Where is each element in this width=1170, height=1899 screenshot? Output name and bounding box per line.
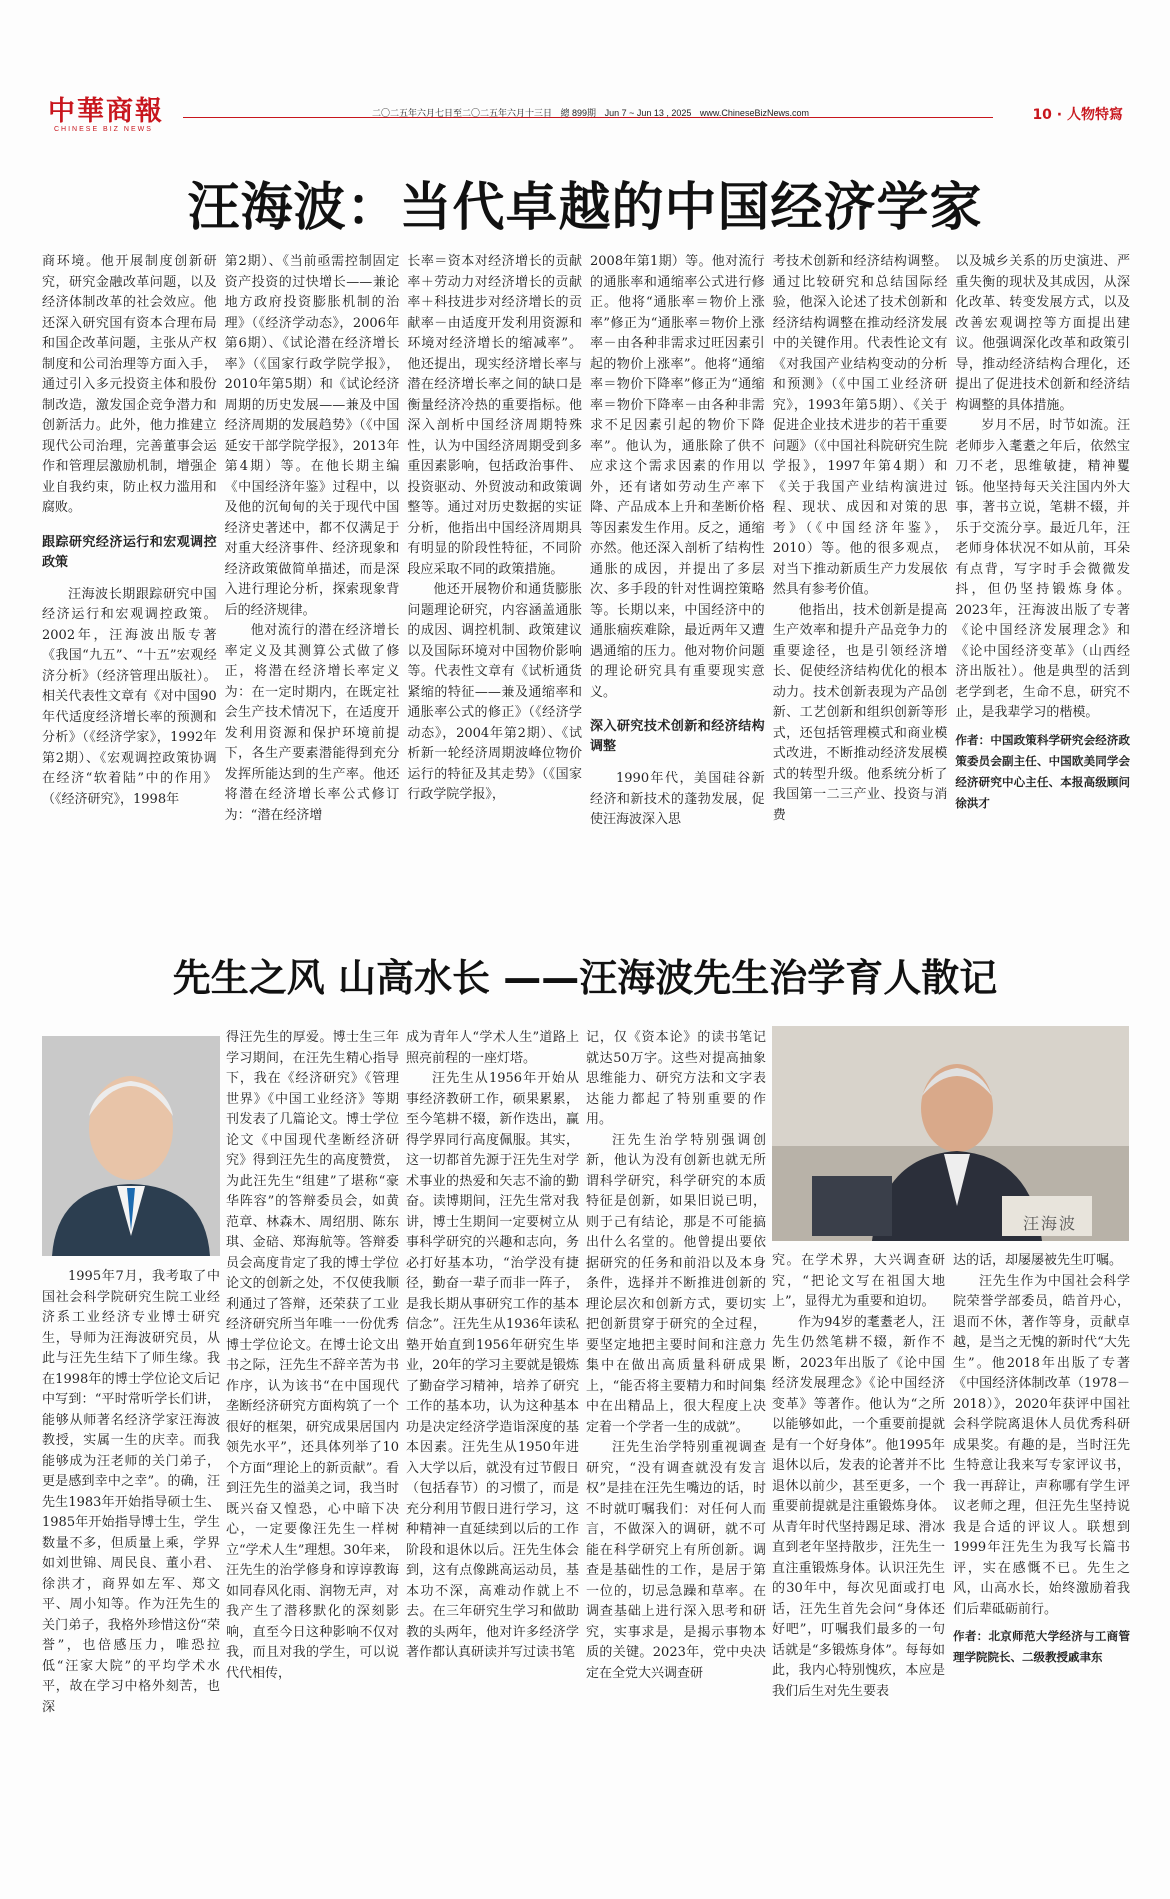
paragraph: 第2期）、《当前亟需控制固定资产投资的过快增长——兼论地方政府投资膨胀机制的治理》（《经济学动态》，2006年第6期）、《试论潜在经济增长率》（《国家行政学院学报》，2010年第5期）和《试论经济周期的历史发展——兼及中国经济周期的发展趋势》（《中国延安干部学院学报》，2013年第4期）等。在他长期主编《中国经济年鉴》过程中，以及他的沉甸甸的关于现代中国经济史著述中，都不仅满足于对重大经济事件、经济现象和经济政策做简单描述，而是深入进行理论分析，探索现象背后的经济规律。: [224, 254, 400, 618]
article1-column: [225, 252, 400, 922]
paragraph: 1995年7月，我考取了中国社会科学院研究生院工业经济系工业经济专业博士研究生，导师为汪海波研究员，从此与汪先生结下了师生缘。我在1998年的博士学位论文后记中写到：“平时常听学长们讲，能够从师著名经济学家汪海波教授，实属一生的庆幸。而我能够成为汪老师的关门弟子，更是感到幸中之幸”。的确，汪先生1983年开始指导硕士生、1985年开始指导博士生，学生数量不多，但质量上乘，学界如刘世锦、周民良、董小君、徐洪才，商界如左军、郑文平、周小知等。作为汪先生的关门弟子，我格外珍惜这份“荣誉”，也倍感压力，唯恐拉低“汪家大院”的平均学术水平，故在学习中格外刻苦，也深: [42, 1269, 220, 1715]
paragraph: 考技术创新和经济结构调整。通过比较研究和总结国际经验，他深入论述了技术创新和经济结构调整在推动经济发展中的关键作用。代表性论文有《对我国产业结构变动的分析和预测》（《中国工业经济研究》，1993年第5期）、《关于促进企业技术进步的若干重要问题》（《中国社科院研究生院学报》，1997年第4期）和《关于我国产业结构演进过程、现状、成因和对策的思考》（《中国经济年鉴》，2010）等。他的很多观点，对当下推动新质生产力发展依然具有参考价值。: [772, 254, 948, 597]
portrait-illustration: [42, 1036, 220, 1256]
section-heading: 深入研究技术创新和经济结构调整: [590, 719, 765, 754]
masthead: [48, 98, 1123, 138]
paragraph: 以及城乡关系的历史演进、严重失衡的现状及其成因，从深化改革、转变发展方式，以及改善宏观调控等方面提出建议。他强调深化改革和政策引导，推动经济结构合理化，还提出了促进技术创新和经济结构调整的具体措施。: [955, 254, 1131, 413]
article2-column: [772, 1251, 945, 1788]
article1-body: [42, 252, 1130, 922]
paragraph: 汪先生治学特别强调创新，他认为没有创新也就无所谓科学研究，科学研究的本质特征是创新，如果旧说已明，则于己有结论，那是不可能搞出什么名堂的。他曾提出要依据研究的任务和前沿以及本身条件，选择并不断推进创新的理论层次和创新方式，要切实把创新贯穿于研究的全过程，要坚定地把主要时间和注意力集中在做出高质量科研成果上，“能否将主要精力和时间集中在出精品上，很大程度上决定着一个学者一生的成就”。: [586, 1132, 766, 1435]
logo-english: CHINESE BIZ NEWS: [54, 126, 153, 133]
article2-column: [586, 1028, 766, 1788]
issue-info: [372, 106, 815, 119]
paragraph: 汪先生从1956年开始从事经济教研工作，硕果累累，至今笔耕不辍，新作迭出，赢得学界同行高度佩服。其实，这一切都首先源于汪先生对学术事业的热爱和矢志不渝的勤奋。读博期间，汪先生常对我讲，博士生期间一定要树立从事科学研究的兴趣和志向，务必打好基本功，“治学没有捷径，勤奋一辈子而非一阵子，是我长期从事研究工作的基本信念”。汪先生从1936年读私塾开始直到1956年研究生毕业，20年的学习主要就是锻炼了勤奋学习精神，培养了研究工作的基本功，认为这种基本功是决定经济学造诣深度的基本因素。汪先生从1950年进入大学以后，就没有过节假日（包括春节）的习惯了，而是充分利用节假日进行学习，这种精神一直延续到以后的工作阶段和退休以后。汪先生体会到，这有点像跳高运动员，基本功不深，高难动作就上不去。在三年研究生学习和做助教的头两年，他对许多经济学著作都认真研读并写过读书笔: [406, 1071, 579, 1660]
article2-column: [953, 1251, 1130, 1788]
meeting-illustration: [772, 1026, 1129, 1241]
paragraph: 他对流行的潜在经济增长率定义及其测算公式做了修正，将潜在经济增长率定义为：在一定时期内，在既定社会生产技术情况下，在适度开发利用资源和保护环境前提下，各生产要素潜能得到充分发挥所能达到的生产率。他还将潜在经济增长率公式修订为：“潜在经济增: [224, 623, 400, 823]
paragraph: 究。在学术界，大兴调查研究，“把论文写在祖国大地上”，显得尤为重要和迫切。: [772, 1253, 945, 1309]
article2-column: [226, 1028, 399, 1788]
paragraph: 记，仅《资本论》的读书笔记就达50万字。这些对提高抽象思维能力、研究方法和文字表达能力都起了特别重要的作用。: [586, 1030, 766, 1127]
article2-title: 先生之风 山高水长 ——汪海波先生治学育人散记: [172, 956, 998, 1000]
paragraph: 汪先生治学特别重视调查研究，“没有调查就没有发言权”是挂在汪先生嘴边的话，时不时就叮嘱我们：对任何人而言，不做深入的调研，就不可能在科学研究上有所创新。调查是基础性的工作，是居于第一位的，切忌急躁和草率。在调查基础上进行深入思考和研究，实事求是，是揭示事物本质的关键。2023年，党中央决定在全党大兴调查研: [586, 1440, 766, 1681]
issue-number: 總 899期: [560, 108, 597, 118]
paragraph: 作为94岁的耄耋老人，汪先生仍然笔耕不辍，新作不断，2023年出版了《论中国经济发展理念》《论中国经济变革》等著作。他认为“之所以能够如此，一个重要前提就是有一个好身体”。他1995年退休以后，发表的论著并不比退休以前少，甚至更多，一个重要前提就是注重锻炼身体。从青年时代坚持踢足球、滑冰直到老年坚持散步，汪先生一直注重锻炼身体。认识汪先生的30年中，每次见面或打电话，汪先生首先会问“身体还好吧”，叮嘱我们最多的一句话就是“多锻炼身体”。每每如此，我内心特别愧疚，本应是我们后生对先生要表: [772, 1314, 945, 1699]
paragraph: 1990年代，美国硅谷新经济和新技术的蓬勃发展，促使汪海波深入思: [590, 771, 765, 827]
article1-column: [773, 252, 948, 922]
article1-column: [407, 252, 582, 922]
article2-column: [42, 1267, 220, 1789]
paragraph: 成为青年人“学术人生”道路上照亮前程的一座灯塔。: [406, 1030, 579, 1066]
photo-caption: 汪海波: [1022, 1214, 1077, 1233]
issue-date-cn: 二〇二五年六月七日至二〇二五年六月十三日: [372, 108, 553, 118]
article1-column: [590, 252, 765, 922]
section-heading: 跟踪研究经济运行和宏观调控政策: [42, 534, 217, 570]
paragraph: 长率＝资本对经济增长的贡献率＋劳动力对经济增长的贡献率＋科技进步对经济增长的贡献率－由适度开发利用资源和环境对经济增长的缩减率”。他还提出，现实经济增长率与潜在经济增长率之间的缺口是衡量经济冷热的重要指标。他深入剖析中国经济周期特殊性，认为中国经济周期受到多重因素影响，包括政治事件、投资驱动、外贸波动和政策调整等。通过对历史数据的实证分析，他指出中国经济周期具有明显的阶段性特征，不同阶段应采取不同的政策措施。: [407, 254, 583, 577]
author-byline: 作者：北京师范大学经济与工商管理学院院长、二级教授戚聿东: [953, 1629, 1130, 1664]
paragraph: 达的话，却屡屡被先生叮嘱。: [953, 1253, 1123, 1268]
page-section-label: 10 · 人物特寫: [1032, 107, 1123, 123]
article1-column: [955, 252, 1130, 922]
logo-chinese: 中華商報: [48, 96, 164, 127]
paragraph: 2008年第1期）等。他对流行的通胀率和通缩率公式进行修正。他将“通胀率＝物价上涨率”修正为“通胀率＝物价上涨率－由各种非需求过旺因素引起的物价上涨率”。他将“通缩率＝物价下降率”修正为“通缩率＝物价下降率－由各种非需求不足因素引起的物价下降率”。他认为，通胀除了供不应求这个需求因素的作用以外，还有诸如劳动生产率下降、产品成本上升和垄断价格等因素发生作用。反之，通缩亦然。他还深入剖析了结构性通胀的成因，并提出了多层次、多手段的针对性调控策略等。长期以来，中国经济中的通胀痼疾难除，最近两年又遭遇通缩的压力。他对物价问题的理论研究具有重要现实意义。: [590, 254, 765, 700]
article-title: 汪海波：当代卓越的中国经济学家: [187, 178, 983, 238]
portrait-photo: [42, 1036, 220, 1256]
paragraph: 汪先生作为中国社会科学院荣誉学部委员，皓首丹心，退而不休，著作等身，贡献卓越，是当之无愧的新时代“大先生”。他2018年出版了专著《中国经济体制改革（1978－2018）》，2020年获评中国社会科学院离退休人员优秀科研成果奖。有趣的是，当时汪先生特意让我来写专家评议书，我一再辞让，声称哪有学生评议老师之理，但汪先生坚持说我是合适的评议人。联想到1999年汪先生为我写长篇书评，实在感慨不已。先生之风，山高水长，始终激励着我们后辈砥砺前行。: [953, 1273, 1130, 1617]
paragraph: 商环境。他开展制度创新研究，研究金融改革问题，以及经济体制改革的社会效应。他还深入研究国有资本合理布局和国企改革问题，主张从产权制度和公司治理等方面入手，通过引入多元投资主体和股份制改造，激发国企竞争潜力和创新活力。此外，他力推建立现代公司治理，完善董事会运作和管理层激励机制，增强企业自我约束，防止权力滥用和腐败。: [42, 254, 217, 515]
issue-date-en: Jun 7 ~ Jun 13 , 2025: [604, 108, 692, 118]
article2-column: [406, 1028, 579, 1788]
paragraph: 得汪先生的厚爱。博士生三年学习期间，在汪先生精心指导下，我在《经济研究》《管理世界》《中国工业经济》等期刊发表了几篇论文。博士学位论文《中国现代垄断经济研究》得到汪先生的高度赞赏，为此汪先生“组建”了堪称“豪华阵容”的答辩委员会，如黄范章、林森木、周绍朋、陈东琪、金碚、郑海航等。答辩委员会高度肯定了我的博士学位论文的创新之处，不仅使我顺利通过了答辩，还荣获了工业经济研究所当年唯一一份优秀博士学位论文。在博士论文出书之际，汪先生不辞辛苦为书作序，认为该书“在中国现代垄断经济研究方面构筑了一个很好的框架，研究成果居国内领先水平”，还具体列举了10个方面“理论上的新贡献”。看到汪先生的溢美之词，我当时既兴奋又惶恐，心中暗下决心，一定要像汪先生一样树立“学术人生”理想。30年来，汪先生的治学修身和谆谆教诲如同春风化雨、润物无声，对我产生了潜移默化的深刻影响，直至今日这种影响不仅对我，而且对我的学生，可以说代代相传，: [226, 1030, 399, 1681]
paragraph: 他指出，技术创新是提高生产效率和提升产品竞争力的重要途径，也是引领经济增长、促使经济结构优化的根本动力。技术创新表现为产品创新、工艺创新和组织创新等形式，还包括管理模式和商业模式改进，不断推动经济发展模式的转型升级。他系统分析了我国第一二三产业、投资与消费: [772, 602, 948, 823]
paragraph: 他还开展物价和通货膨胀问题理论研究，内容涵盖通胀的成因、调控机制、政策建议以及国际环境对中国物价影响等。代表性文章有《试析通货紧缩的特征——兼及通缩率和通胀率公式的修正》（《经济学动态》，2004年第2期）、《试析新一轮经济周期波峰位物价运行的特征及其走势》（《国家行政学院学报》，: [407, 582, 583, 802]
speaking-photo: [772, 1026, 1129, 1241]
newspaper-logo: [48, 98, 178, 138]
website-link[interactable]: www.ChineseBizNews.com: [699, 108, 809, 118]
paragraph: 岁月不居，时节如流。汪老师步入耄耋之年后，依然宝刀不老，思维敏捷，精神矍铄。他坚持每天关注国内外大事，著书立说，笔耕不辍，并乐于交流分享。最近几年，汪老师身体状况不如从前，耳朵有点背，写字时手会微微发抖，但仍坚持锻炼身体。2023年，汪海波出版了专著《论中国经济发展理念》和《论中国经济变革》（山西经济出版社）。他是典型的活到老学到老，生命不息，研究不止，是我辈学习的楷模。: [955, 418, 1131, 720]
paragraph: 汪海波长期跟踪研究中国经济运行和宏观调控政策。2002年，汪海波出版专著《我国“九五”、“十五”宏观经济分析》（经济管理出版社）。相关代表性文章有《对中国90年代适度经济增长率的预测和分析》（《经济学家》，1992年第2期）、《宏观调控政策协调在经济“软着陆”中的作用》（《经济研究》，1998年: [42, 586, 217, 807]
article1-column: [42, 252, 217, 922]
author-byline: 作者：中国政策科学研究会经济政策委员会副主任、中国欧美同学会经济研究中心主任、本报高级顾问徐洪才: [955, 732, 1131, 810]
